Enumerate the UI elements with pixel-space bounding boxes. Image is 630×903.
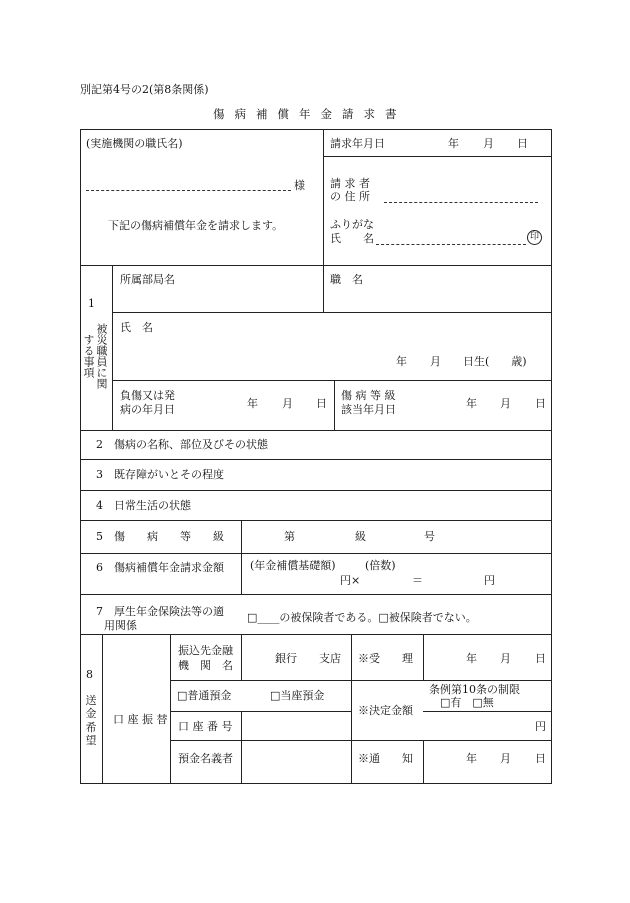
base-amount-label: (年金補償基礎額)	[250, 559, 336, 572]
birth-month: 月	[430, 355, 441, 368]
furigana-label: ふりがな	[330, 218, 374, 231]
grade-dai: 第	[284, 530, 295, 543]
form-reference: 別記第4号の2(第8条関係)	[80, 83, 209, 96]
claim-day: 日	[517, 137, 528, 150]
bank-branch-text: 銀行 支店	[275, 652, 341, 665]
receipt-month: 月	[500, 652, 511, 665]
multiplier-label: (倍数)	[365, 559, 396, 572]
row3-label: 3 既存障がいとその程度	[96, 468, 224, 481]
transfer-label: 口 座 振 替	[113, 713, 168, 726]
row4-label: 4 日常生活の状態	[96, 499, 191, 512]
agency-label: (実施機関の職氏名)	[86, 137, 183, 150]
notice-year: 年	[466, 752, 477, 765]
restriction-label: 条例第10条の制限	[429, 683, 520, 696]
claim-date-label: 請求年月日	[330, 137, 385, 150]
row6-label: 6 傷病補償年金請求金額	[96, 561, 224, 574]
birth-year: 年	[396, 355, 407, 368]
claim-year: 年	[448, 137, 459, 150]
injury-month: 月	[282, 397, 293, 410]
sama-label: 様	[294, 179, 305, 192]
birth-day-age: 日生( 歳)	[463, 355, 527, 368]
restriction-options[interactable]: □有 □無	[440, 696, 494, 709]
agency-name-field[interactable]	[86, 190, 291, 191]
grade-date-label-1: 傷 病 等 級	[341, 389, 396, 402]
claimant-name-label: 氏 名	[330, 232, 374, 245]
address-label-2: の 住 所	[330, 190, 370, 203]
dept-label: 所属部局名	[120, 273, 175, 286]
insurance-options[interactable]: □____の被保険者である。□被保険者でない。	[247, 611, 477, 624]
seal-mark: 印	[527, 230, 542, 245]
claimant-name-field[interactable]	[376, 244, 526, 245]
grade-year: 年	[466, 397, 477, 410]
grade-go: 号	[424, 530, 435, 543]
bank-label-2: 機 関 名	[178, 659, 233, 672]
grade-kyu: 級	[355, 530, 366, 543]
receipt-year: 年	[466, 652, 477, 665]
injury-day: 日	[316, 397, 327, 410]
row5-label: 5 傷 病 等 級	[96, 530, 224, 543]
grade-month: 月	[500, 397, 511, 410]
deposit-current-checkbox[interactable]: □当座預金	[270, 689, 325, 702]
row7-label-1: 7 厚生年金保険法等の適	[96, 605, 224, 618]
section1-number: 1	[88, 297, 95, 310]
decision-amount-label: ※決定金額	[358, 704, 413, 717]
section8-title: 送金希望	[85, 694, 97, 747]
decision-yen: 円	[535, 720, 546, 733]
account-holder-label: 預金名義者	[178, 752, 233, 765]
row2-label: 2 傷病の名称、部位及びその状態	[96, 438, 268, 451]
section1-title: 被災職員に関する事項	[82, 323, 108, 389]
deposit-ordinary-checkbox[interactable]: □普通預金	[177, 689, 232, 702]
result-yen: 円	[484, 574, 495, 587]
row7-label-2: 用関係	[104, 619, 137, 632]
address-label-1: 請 求 者	[330, 177, 370, 190]
section8-number: 8	[86, 668, 93, 681]
yen-times: 円×	[340, 574, 361, 587]
notice-label: ※通 知	[358, 752, 413, 765]
position-label: 職 名	[330, 273, 363, 286]
grade-day: 日	[535, 397, 546, 410]
receipt-day: 日	[535, 652, 546, 665]
request-sentence: 下記の傷病補償年金を請求します。	[108, 219, 284, 232]
notice-day: 日	[535, 752, 546, 765]
claim-month: 月	[483, 137, 494, 150]
injury-date-label-2: 病の年月日	[120, 403, 175, 416]
injury-year: 年	[247, 397, 258, 410]
notice-month: 月	[500, 752, 511, 765]
address-field[interactable]	[384, 202, 538, 203]
equals-sign: ＝	[412, 574, 423, 587]
employee-name-label: 氏 名	[120, 321, 153, 334]
form-title: 傷病補償年金請求書	[213, 107, 407, 121]
account-number-label: 口 座 番 号	[178, 720, 233, 733]
injury-date-label-1: 負傷又は発	[120, 389, 175, 402]
bank-label-1: 振込先金融	[178, 644, 233, 657]
grade-date-label-2: 該当年月日	[341, 403, 396, 416]
receipt-label: ※受 理	[358, 652, 413, 665]
